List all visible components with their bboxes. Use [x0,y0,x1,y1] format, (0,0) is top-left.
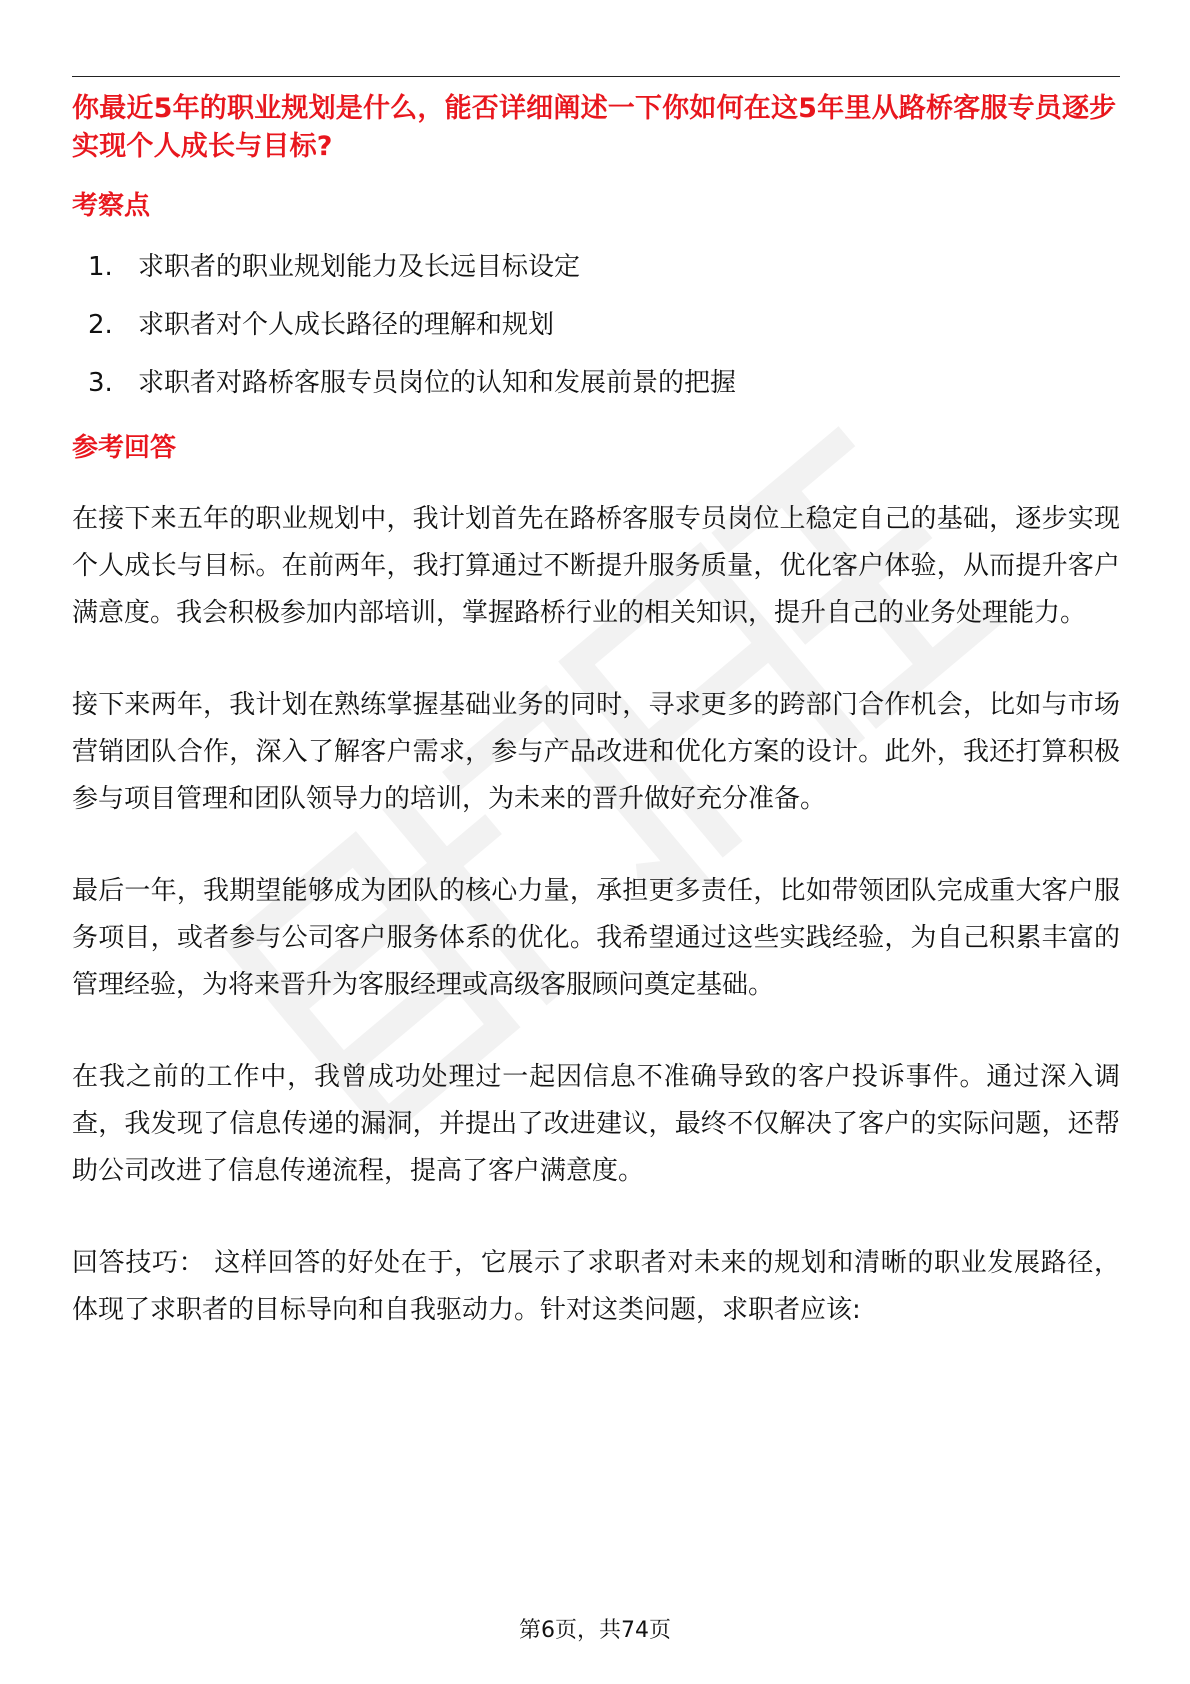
answer-tip-paragraph: 回答技巧： 这样回答的好处在于，它展示了求职者对未来的规划和清晰的职业发展路径，体现了求职者的目标导向和自我驱动力。针对这类问题，求职者应该: [72,1248,1120,1325]
list-item-number: 2. [88,310,113,340]
document-content [72,90,1120,1334]
answer-paragraph: 在接下来五年的职业规划中，我计划首先在路桥客服专员岗位上稳定自己的基础，逐步实现个人成长与目标。在前两年，我打算通过不断提升服务质量，优化客户体验，从而提升客户满意度。我会积极参加内部培训，掌握路桥行业的相关知识，提升自己的业务处理能力。 [72,504,1120,628]
list-item-number: 1. [88,252,113,282]
points-heading: 考察点 [72,191,151,221]
list-item [72,248,1120,286]
list-item-text: 求职者对路桥客服专员岗位的认知和发展前景的把握 [138,368,737,398]
header-rule [72,76,1120,77]
list-item-text: 求职者的职业规划能力及长远目标设定 [138,252,581,282]
list-item [72,364,1120,402]
answer-paragraph: 在我之前的工作中，我曾成功处理过一起因信息不准确导致的客户投诉事件。通过深入调查，我发现了信息传递的漏洞，并提出了改进建议，最终不仅解决了客户的实际问题，还帮助公司改进了信息传递流程，提高了客户满意度。 [72,1062,1120,1186]
page-number: 第6页，共74页 [519,1618,671,1643]
answer-paragraph: 最后一年，我期望能够成为团队的核心力量，承担更多责任，比如带领团队完成重大客户服务项目，或者参与公司客户服务体系的优化。我希望通过这些实践经验，为自己积累丰富的管理经验，为将来晋升为客服经理或高级客服顾问奠定基础。 [72,876,1120,1000]
points-list [72,248,1120,402]
list-item-text: 求职者对个人成长路径的理解和规划 [138,310,555,340]
list-item-number: 3. [88,368,113,398]
answer-paragraph: 接下来两年，我计划在熟练掌握基础业务的同时，寻求更多的跨部门合作机会，比如与市场营销团队合作，深入了解客户需求，参与产品改进和优化方案的设计。此外，我还打算积极参与项目管理和团队领导力的培训，为未来的晋升做好充分准备。 [72,690,1120,814]
answer-heading: 参考回答 [72,433,177,463]
list-item [72,306,1120,344]
question-title: 你最近5年的职业规划是什么，能否详细阐述一下你如何在这5年里从路桥客服专员逐步实现个人成长与目标? [72,93,1117,162]
